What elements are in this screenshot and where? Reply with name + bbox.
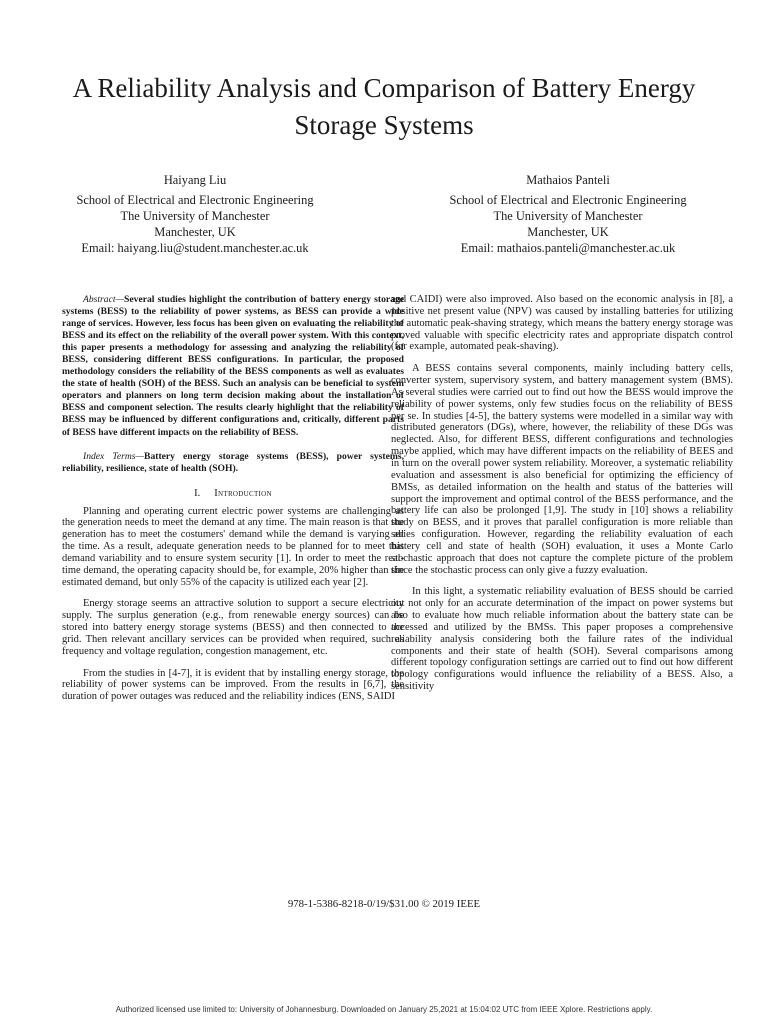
author-affiliation: School of Electrical and Electronic Engineering: [449, 193, 687, 207]
index-terms-dash: —: [135, 450, 145, 462]
abstract-text: Several studies highlight the contribution of battery energy storage systems (BESS) to the reliability of power systems, as BESS can provide a wide range of services. However, less focus has been given on evaluating the reliability of BESS and its effect on the reliability of the overall power system. With this context, this paper presents a methodology for assessing and analyzing the reliability of BESS, considering different BESS configurations. In particular, the proposed methodology considers the reliability of the BESS components as well as evaluates the state of health (SOH) of the BESS. Such an analysis can be beneficial to system operators and planners on long term decision making about the installation of BESS and component selection. The results clearly highlight that the reliability of BESS may be influenced by different configurations and, critically, different parts of BESS have different impacts on the reliability of BESS.: [62, 294, 404, 438]
index-terms-text: Battery energy storage systems (BESS), power systems, reliability, resilience, state of health (SOH).: [62, 450, 404, 474]
abstract-dash: —: [115, 294, 125, 305]
abstract: [62, 294, 404, 439]
section-number: I.: [194, 487, 201, 499]
author-location: Manchester, UK: [527, 225, 609, 239]
paper-title: A Reliability Analysis and Comparison of Battery Energy Storage Systems: [72, 73, 696, 140]
index-terms: [62, 451, 404, 475]
abstract-label: Abstract: [83, 294, 116, 305]
index-terms-label: Index Terms: [83, 450, 136, 462]
body-paragraph: In this light, a systematic reliability evaluation of BESS should be carried out not only for an accurate determination of the impact on power systems but also to evaluate how much reliable information about the battery state can be accessed and utilized by the BMSs. This paper proposes a comprehensive reliability analysis considering both the failure rates of the individual components and their state of health (SOH). Several comparisons among different topology configuration settings are carried out to find out how different topology configurations would influence the reliability of a BESS. Also, a sensitivity: [391, 586, 733, 693]
body-paragraph: A BESS contains several components, mainly including battery cells, converter system, supervisory system, and battery management system (BMS). As several studies were carried out to find out how the BESS would improve the reliability of power systems, only few studies focus on the reliability of BESS per se. In studies [4-5], the battery systems were modelled in a similar way with distributed generators (DGs), where, however, the reliability of these DGs was neglected. Also, for different BESS, different configurations and technologies maybe applied, which may have different impacts on the reliability of BEES and in turn on the overall power system reliability. Moreover, a systematic reliability evaluation and assessment is also beneficial for optimizing the efficiency of BMSs, as detailed information on the health and status of the batteries will support the improvement and optimal control of the BESS performance, and the battery life can also be prolonged [1,9]. The study in [10] shows a reliability study on BESS, and it proves that parallel configuration is more reliable than series configuration. However, regarding the reliability evaluation of each battery cell and state of health (SOH) evaluation, it uses a Monte Carlo stochastic approach that does not capture the complete picture of the problem since the stochastic process can only give a fuzzy evaluation.: [391, 363, 733, 576]
body-paragraph: Energy storage seems an attractive solution to support a secure electricity supply. The surplus generation (e.g., from renewable energy sources) can be stored into battery energy storage systems (BESS) and then connected to the grid. Then relevant ancillary services can be provided when required, such as frequency and voltage regulation, congestion management, etc.: [62, 598, 404, 657]
right-column: [391, 294, 733, 693]
author-location: Manchester, UK: [154, 225, 236, 239]
body-paragraph: From the studies in [4-7], it is evident that by installing energy storage, the reliability of power systems can be improved. From the results in [6,7], the duration of power outages was reduced and the reliability indices (ENS, SAIDI: [62, 667, 404, 703]
license-notice: Authorized licensed use limited to: University of Johannesburg. Downloaded on January 25,2021 at 15:04:02 UTC from IEEE Xplore. Restrictions apply.: [115, 1005, 653, 1014]
author-email: Email: haiyang.liu@student.manchester.ac.uk: [81, 241, 309, 255]
body-paragraph: Planning and operating current electric power systems are challenging as the generation needs to meet the demand at any time. The main reason is that the generation has to meet the costumers' demand while the demand is varying all the time. As a result, adequate generation needs to be planned for to meet this demand variability and to ensure system security [1]. In order to meet the real-time demand, the operating capacity should be, for example, 20% higher than the estimated demand, but only 55% of the capacity is utilized each year [2].: [62, 505, 404, 588]
author-name: Haiyang Liu: [163, 173, 227, 187]
section-heading: [62, 488, 404, 500]
copyright-line: 978-1-5386-8218-0/19/$31.00 © 2019 IEEE: [287, 898, 481, 910]
body-paragraph: and CAIDI) were also improved. Also based on the economic analysis in [8], a positive net present value (NPV) was caused by installing batteries for utilizing the automatic peak-shaving strategy, which means the battery energy storage was proved valuable with specific electricity rates and appropriate dispatch control (for example, automated peak-shaving).: [391, 294, 733, 353]
author-name: Mathaios Panteli: [526, 173, 610, 187]
left-column: [62, 294, 404, 703]
author-affiliation: School of Electrical and Electronic Engineering: [76, 193, 314, 207]
section-title: Introduction: [214, 487, 272, 499]
author-university: The University of Manchester: [493, 209, 643, 223]
author-block-1: [30, 172, 360, 256]
author-university: The University of Manchester: [120, 209, 270, 223]
author-block-2: [403, 172, 733, 256]
author-email: Email: mathaios.panteli@manchester.ac.uk: [460, 241, 676, 255]
